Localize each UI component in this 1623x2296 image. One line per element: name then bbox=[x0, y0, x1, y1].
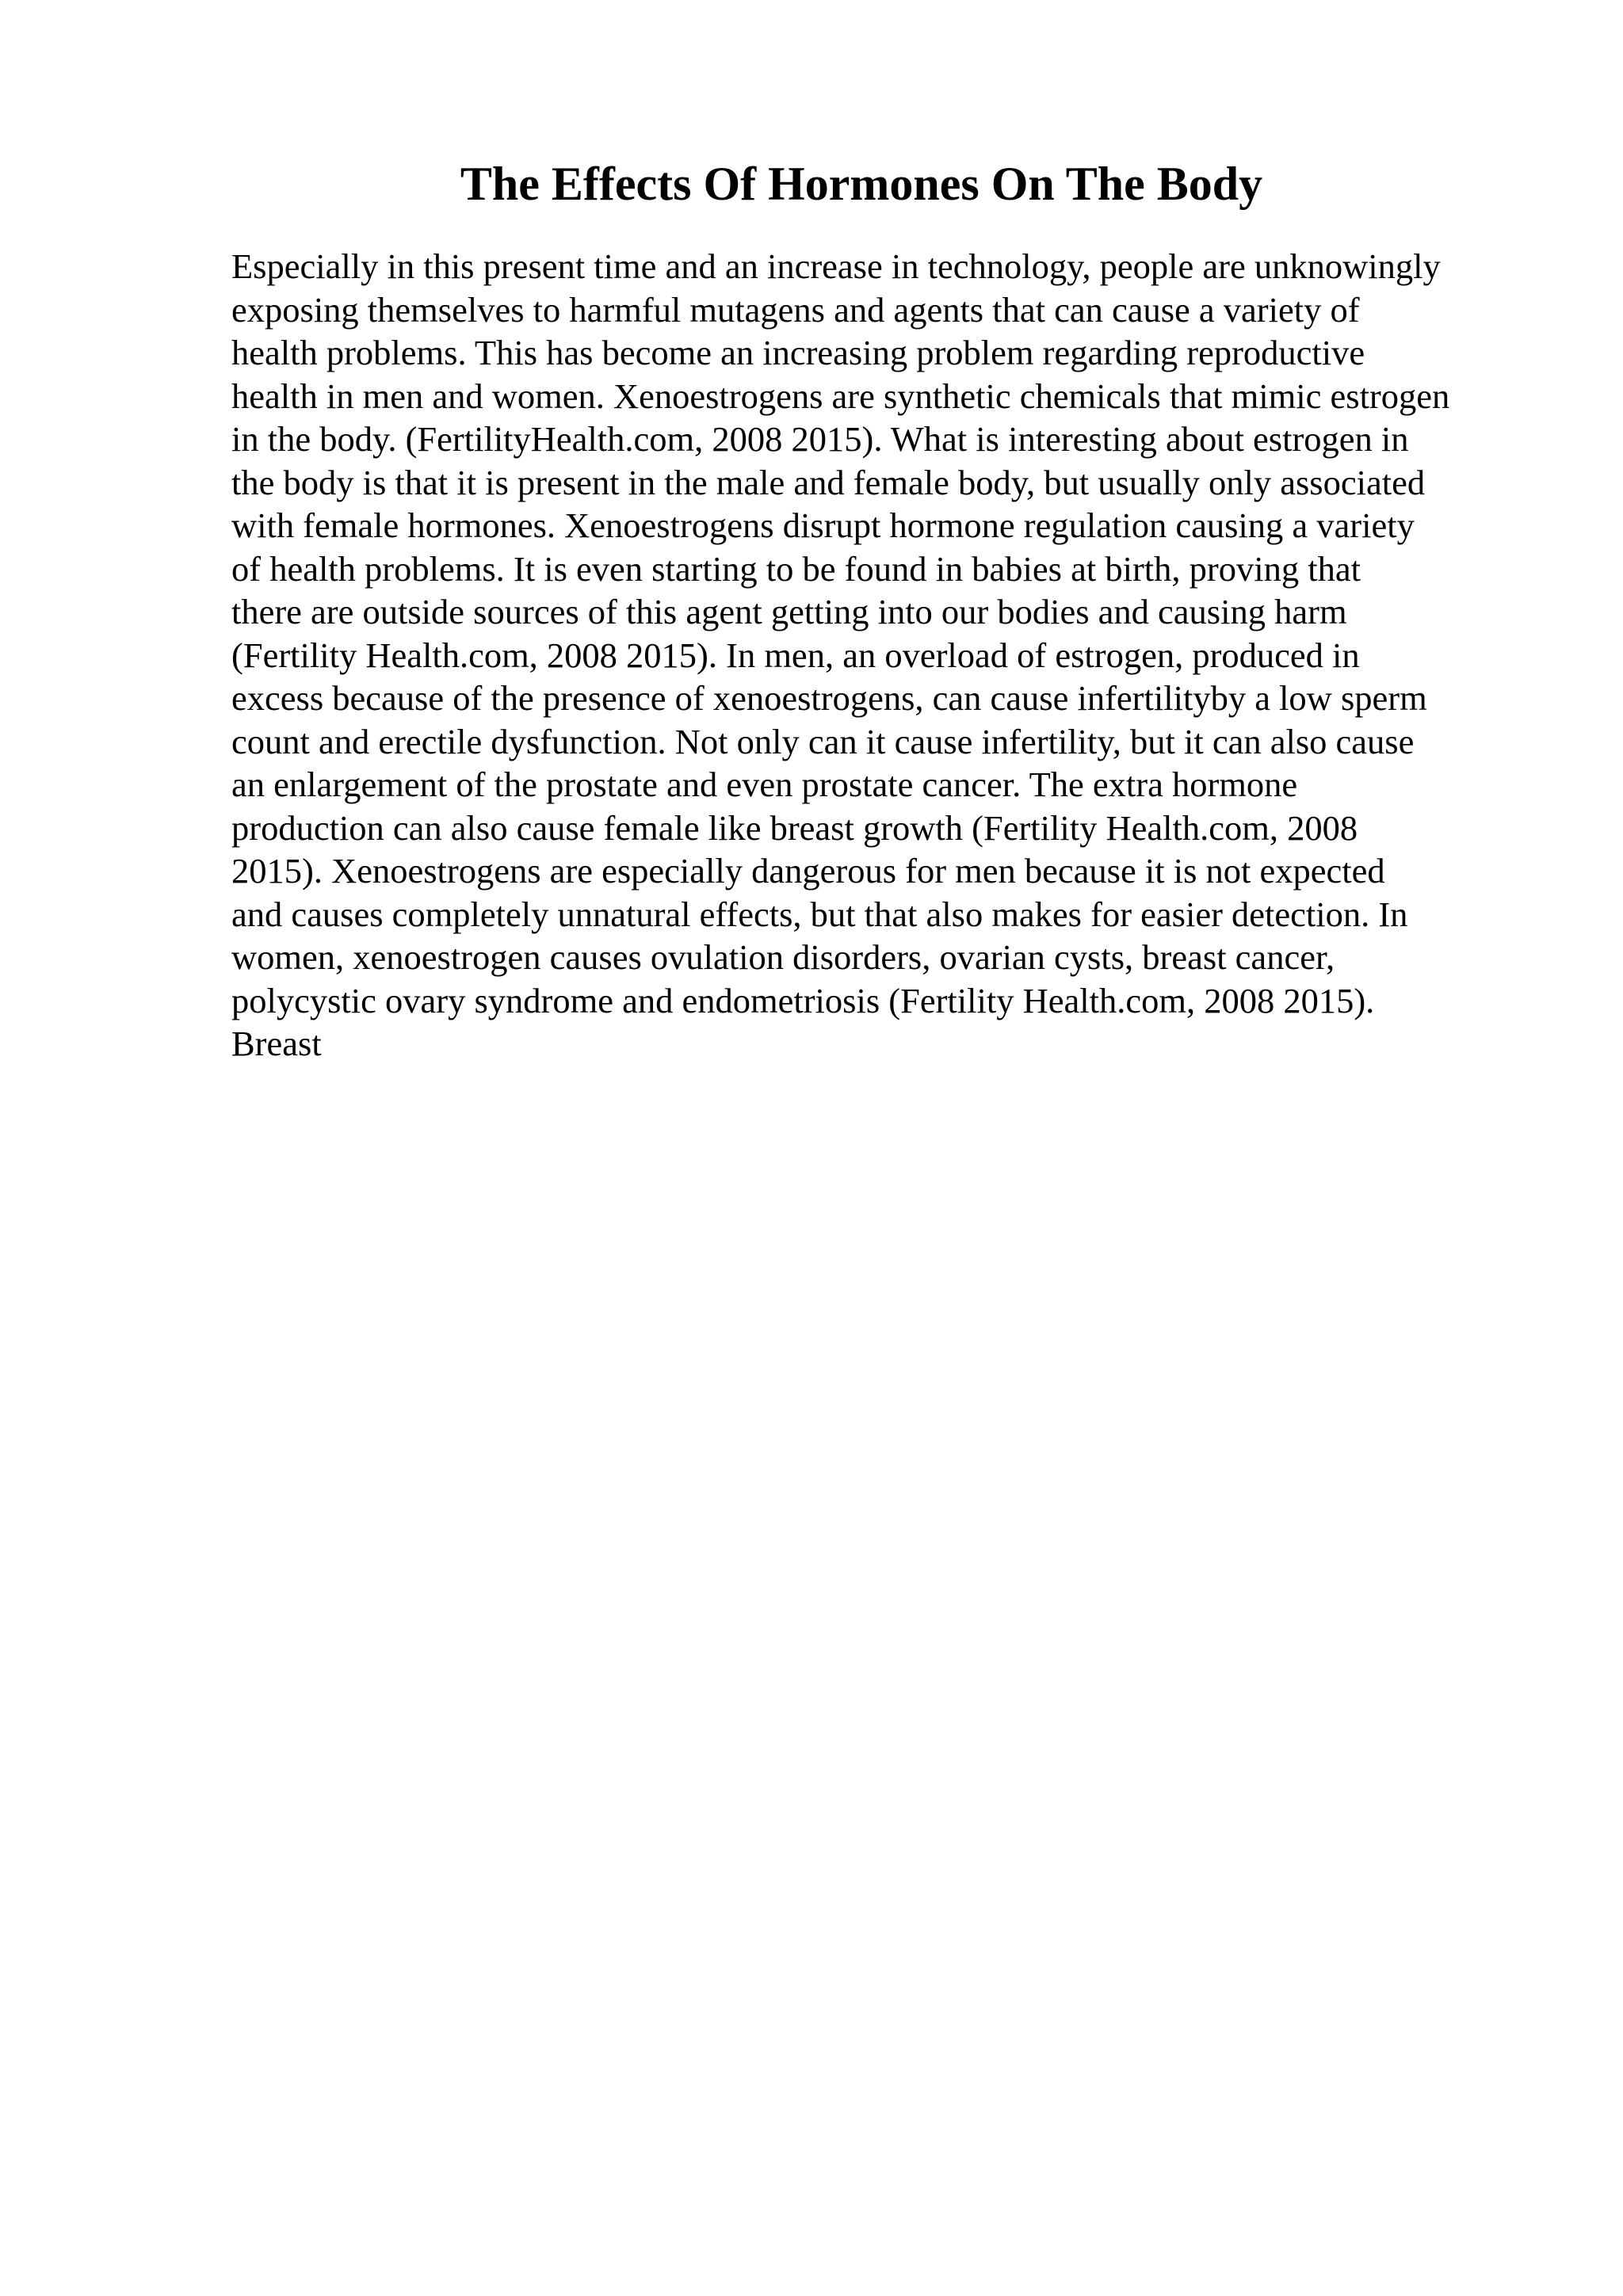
body-line: there are outside sources of this agent getting into our bodies and causing harm bbox=[231, 592, 1347, 631]
body-line: of health problems. It is even starting to be found in babies at birth, proving that bbox=[231, 548, 1361, 589]
body-line: (Fertility Health.com, 2008 2015). In men, an overload of estrogen, produced in bbox=[231, 635, 1360, 675]
body-line: health problems. This has become an increasing problem regarding reproductive bbox=[231, 333, 1365, 372]
body-line: health in men and women. Xenoestrogens are synthetic chemicals that mimic estrogen bbox=[231, 376, 1450, 416]
body-line: Breast bbox=[231, 1024, 322, 1063]
body-line: polycystic ovary syndrome and endometriosis (Fertility Health.com, 2008 2015). bbox=[231, 980, 1375, 1020]
document-body bbox=[231, 245, 1531, 1066]
body-line: the body is that it is present in the male and female body, but usually only associated bbox=[231, 462, 1426, 502]
body-line: excess because of the presence of xenoestrogens, can cause infertilityby a low sperm bbox=[231, 678, 1427, 718]
body-line: 2015). Xenoestrogens are especially dangerous for men because it is not expected bbox=[231, 851, 1385, 891]
body-line: count and erectile dysfunction. Not only can it cause infertility, but it can also cause bbox=[231, 721, 1415, 761]
body-line: and causes completely unnatural effects, but that also makes for easier detection. In bbox=[231, 894, 1408, 934]
body-line: women, xenoestrogen causes ovulation disorders, ovarian cysts, breast cancer, bbox=[231, 937, 1335, 977]
body-line: in the body. (FertilityHealth.com, 2008 2015). What is interesting about estrogen in bbox=[231, 419, 1409, 459]
body-line: Especially in this present time and an increase in technology, people are unknowingly bbox=[231, 246, 1441, 286]
body-line: with female hormones. Xenoestrogens disrupt hormone regulation causing a variety bbox=[231, 505, 1415, 545]
document-title: The Effects Of Hormones On The Body bbox=[460, 158, 1263, 210]
body-line: an enlargement of the prostate and even prostate cancer. The extra hormone bbox=[231, 765, 1298, 804]
body-line: exposing themselves to harmful mutagens and agents that can cause a variety of bbox=[231, 289, 1360, 330]
body-line: production can also cause female like breast growth (Fertility Health.com, 2008 bbox=[231, 807, 1358, 848]
